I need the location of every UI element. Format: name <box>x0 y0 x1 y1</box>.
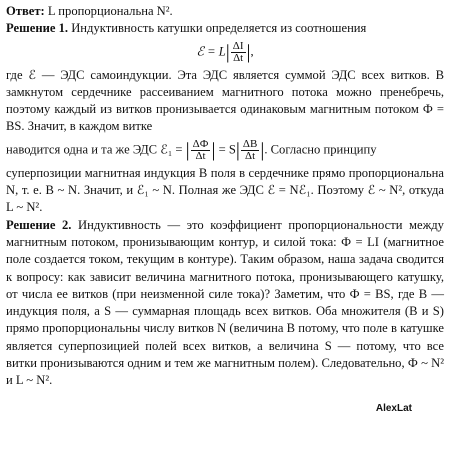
abs-bar-right: | <box>246 41 251 64</box>
flux-fraction <box>191 139 211 162</box>
formula-numerator: ΔI <box>232 39 244 52</box>
emf-line-end: . Согласно принципу <box>264 142 377 157</box>
abs-bar-2l: | <box>235 139 240 162</box>
induction-numerator: ΔB <box>242 137 258 150</box>
solution1-emf-line <box>6 139 444 162</box>
abs-bar-2r: | <box>260 139 265 162</box>
flux-numerator: ΔФ <box>192 137 209 150</box>
induction-fraction <box>241 139 259 162</box>
solution2-paragraph <box>6 217 444 390</box>
solution1-intro-text: Индуктивность катушки определяется из соотношения <box>71 21 367 36</box>
emf-line-start: наводится одна и та же ЭДС ℰ₁ = <box>6 142 183 157</box>
self-induction-formula <box>6 41 444 64</box>
solution1-paragraph-c: суперпозиции магнитная индукция B поля в сердечнике прямо пропорциональна N, т. е. B ~ N. Значит, и ℰ₁ ~ N. Полная же ЭДС ℰ = Nℰ₁. Поэтому ℰ ~ N², откуда L ~ N². <box>6 165 444 215</box>
formula-denominator: Δt <box>233 51 244 64</box>
answer-line <box>6 3 444 20</box>
answer-label: Ответ: <box>6 4 45 18</box>
solution1-label: Решение 1. <box>6 21 69 36</box>
solution1-intro <box>6 20 444 37</box>
induction-denominator: Δt <box>245 149 256 162</box>
flux-denominator: Δt <box>195 149 206 162</box>
solution1-paragraph-a: где ℰ — ЭДС самоиндукции. Эта ЭДС является суммой ЭДС всех витков. В замкнутом сердечнике рассеиванием магнитного потока можно пренебречь, поэтому каждый из витков пронизывается одинаковым магнитным потоком Ф = BS. Значит, в каждом витке <box>6 67 444 134</box>
formula-fraction <box>231 41 246 64</box>
abs-bar-left: | <box>225 41 230 64</box>
answer-text: L пропорциональна N². <box>47 4 173 18</box>
abs-bar-1r: | <box>211 139 216 162</box>
solution2-text: Индуктивность — это коэффициент пропорциональности между магнитным потоком, пронизывающим контур, и силой тока: Ф = LI (магнитное поле создается током, текущим в контуре). Таким образом, наша задача сводится к вопросу: как зависит величина магнитного потока, пронизывающего катушку, от числа ее витков (при неизменной силе тока)? Заметим, что Ф = BS, где B — индукция поля, а S — суммарная площадь всех витков. Оба множителя (B и S) прямо пропорциональны числу витков N (величина B потому, что поле в катушке является суперпозицией полей всех витков, а величина S — потому, что все витки пронизываются одним и тем же магнитным полем). Следовательно, Ф ~ N² и L ~ N². <box>6 217 444 388</box>
emf-line-mid: = S <box>218 142 236 157</box>
watermark: AlexLat <box>375 402 412 414</box>
formula-tail: , <box>250 43 254 58</box>
solution2-label: Решение 2. <box>6 217 72 232</box>
abs-bar-1l: | <box>185 139 190 162</box>
formula-lhs: ℰ = L <box>196 43 226 58</box>
